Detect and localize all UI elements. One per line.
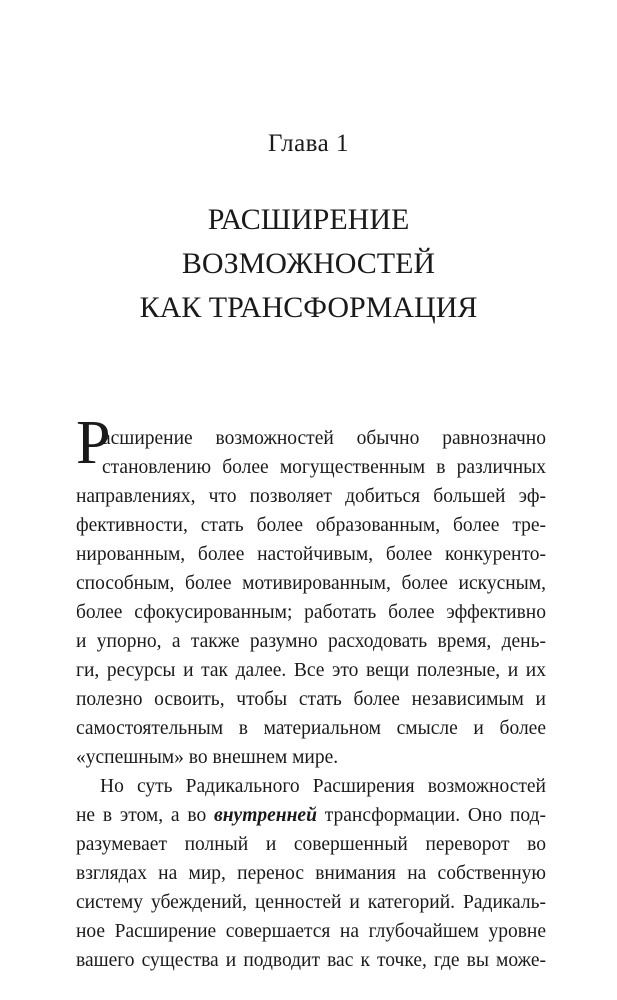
text-line: фективности, стать более образованным, более тре-: [76, 515, 546, 536]
text-line: асширение возможностей обычно равнозначно: [102, 428, 546, 449]
chapter-label: Глава 1: [268, 130, 349, 157]
text-line: Но суть Радикального Расширения возможностей: [100, 776, 546, 797]
text-line-with-emphasis: [76, 805, 546, 831]
drop-cap: Р: [76, 409, 111, 477]
text-line: «успешным» во внешнем мире.: [76, 747, 339, 768]
text-line: и упорно, а также разумно расходовать время, день-: [76, 631, 546, 652]
title-line-3: КАК ТРАНСФОРМАЦИЯ: [139, 291, 478, 324]
text-line: направлениях, что позволяет добиться большей эф-: [76, 486, 546, 507]
emphasis-word: внутренней: [214, 805, 317, 826]
text-line: вашего существа и подводит вас к точке, где вы може-: [76, 950, 546, 971]
text-line: более сфокусированным; работать более эффективно: [76, 602, 546, 623]
text-line: взглядах на мир, перенос внимания на собственную: [76, 863, 546, 884]
text-line: разумевает полный и совершенный переворот во: [76, 834, 546, 855]
text-line: способным, более мотивированным, более искусным,: [76, 573, 546, 594]
chapter-title: [0, 198, 617, 330]
title-line-1: РАСШИРЕНИЕ: [207, 203, 410, 236]
text-line: полезно освоить, чтобы стать более независимым и: [76, 689, 546, 710]
title-line-2: ВОЗМОЖНОСТЕЙ: [181, 247, 436, 280]
text-line: становлению более могущественным в различных: [102, 457, 546, 478]
text-line: ги, ресурсы и так далее. Все это вещи полезные, и их: [76, 660, 546, 681]
text-segment: не в этом, а во: [76, 805, 214, 826]
text-line: самостоятельным в материальном смысле и более: [76, 718, 546, 739]
text-line: нированным, более настойчивым, более конкуренто-: [76, 544, 546, 565]
text-line: систему убеждений, ценностей и категорий. Радикаль-: [76, 892, 546, 913]
text-segment: трансформации. Оно под-: [316, 805, 546, 826]
text-line: ное Расширение совершается на глубочайшем уровне: [76, 921, 546, 942]
